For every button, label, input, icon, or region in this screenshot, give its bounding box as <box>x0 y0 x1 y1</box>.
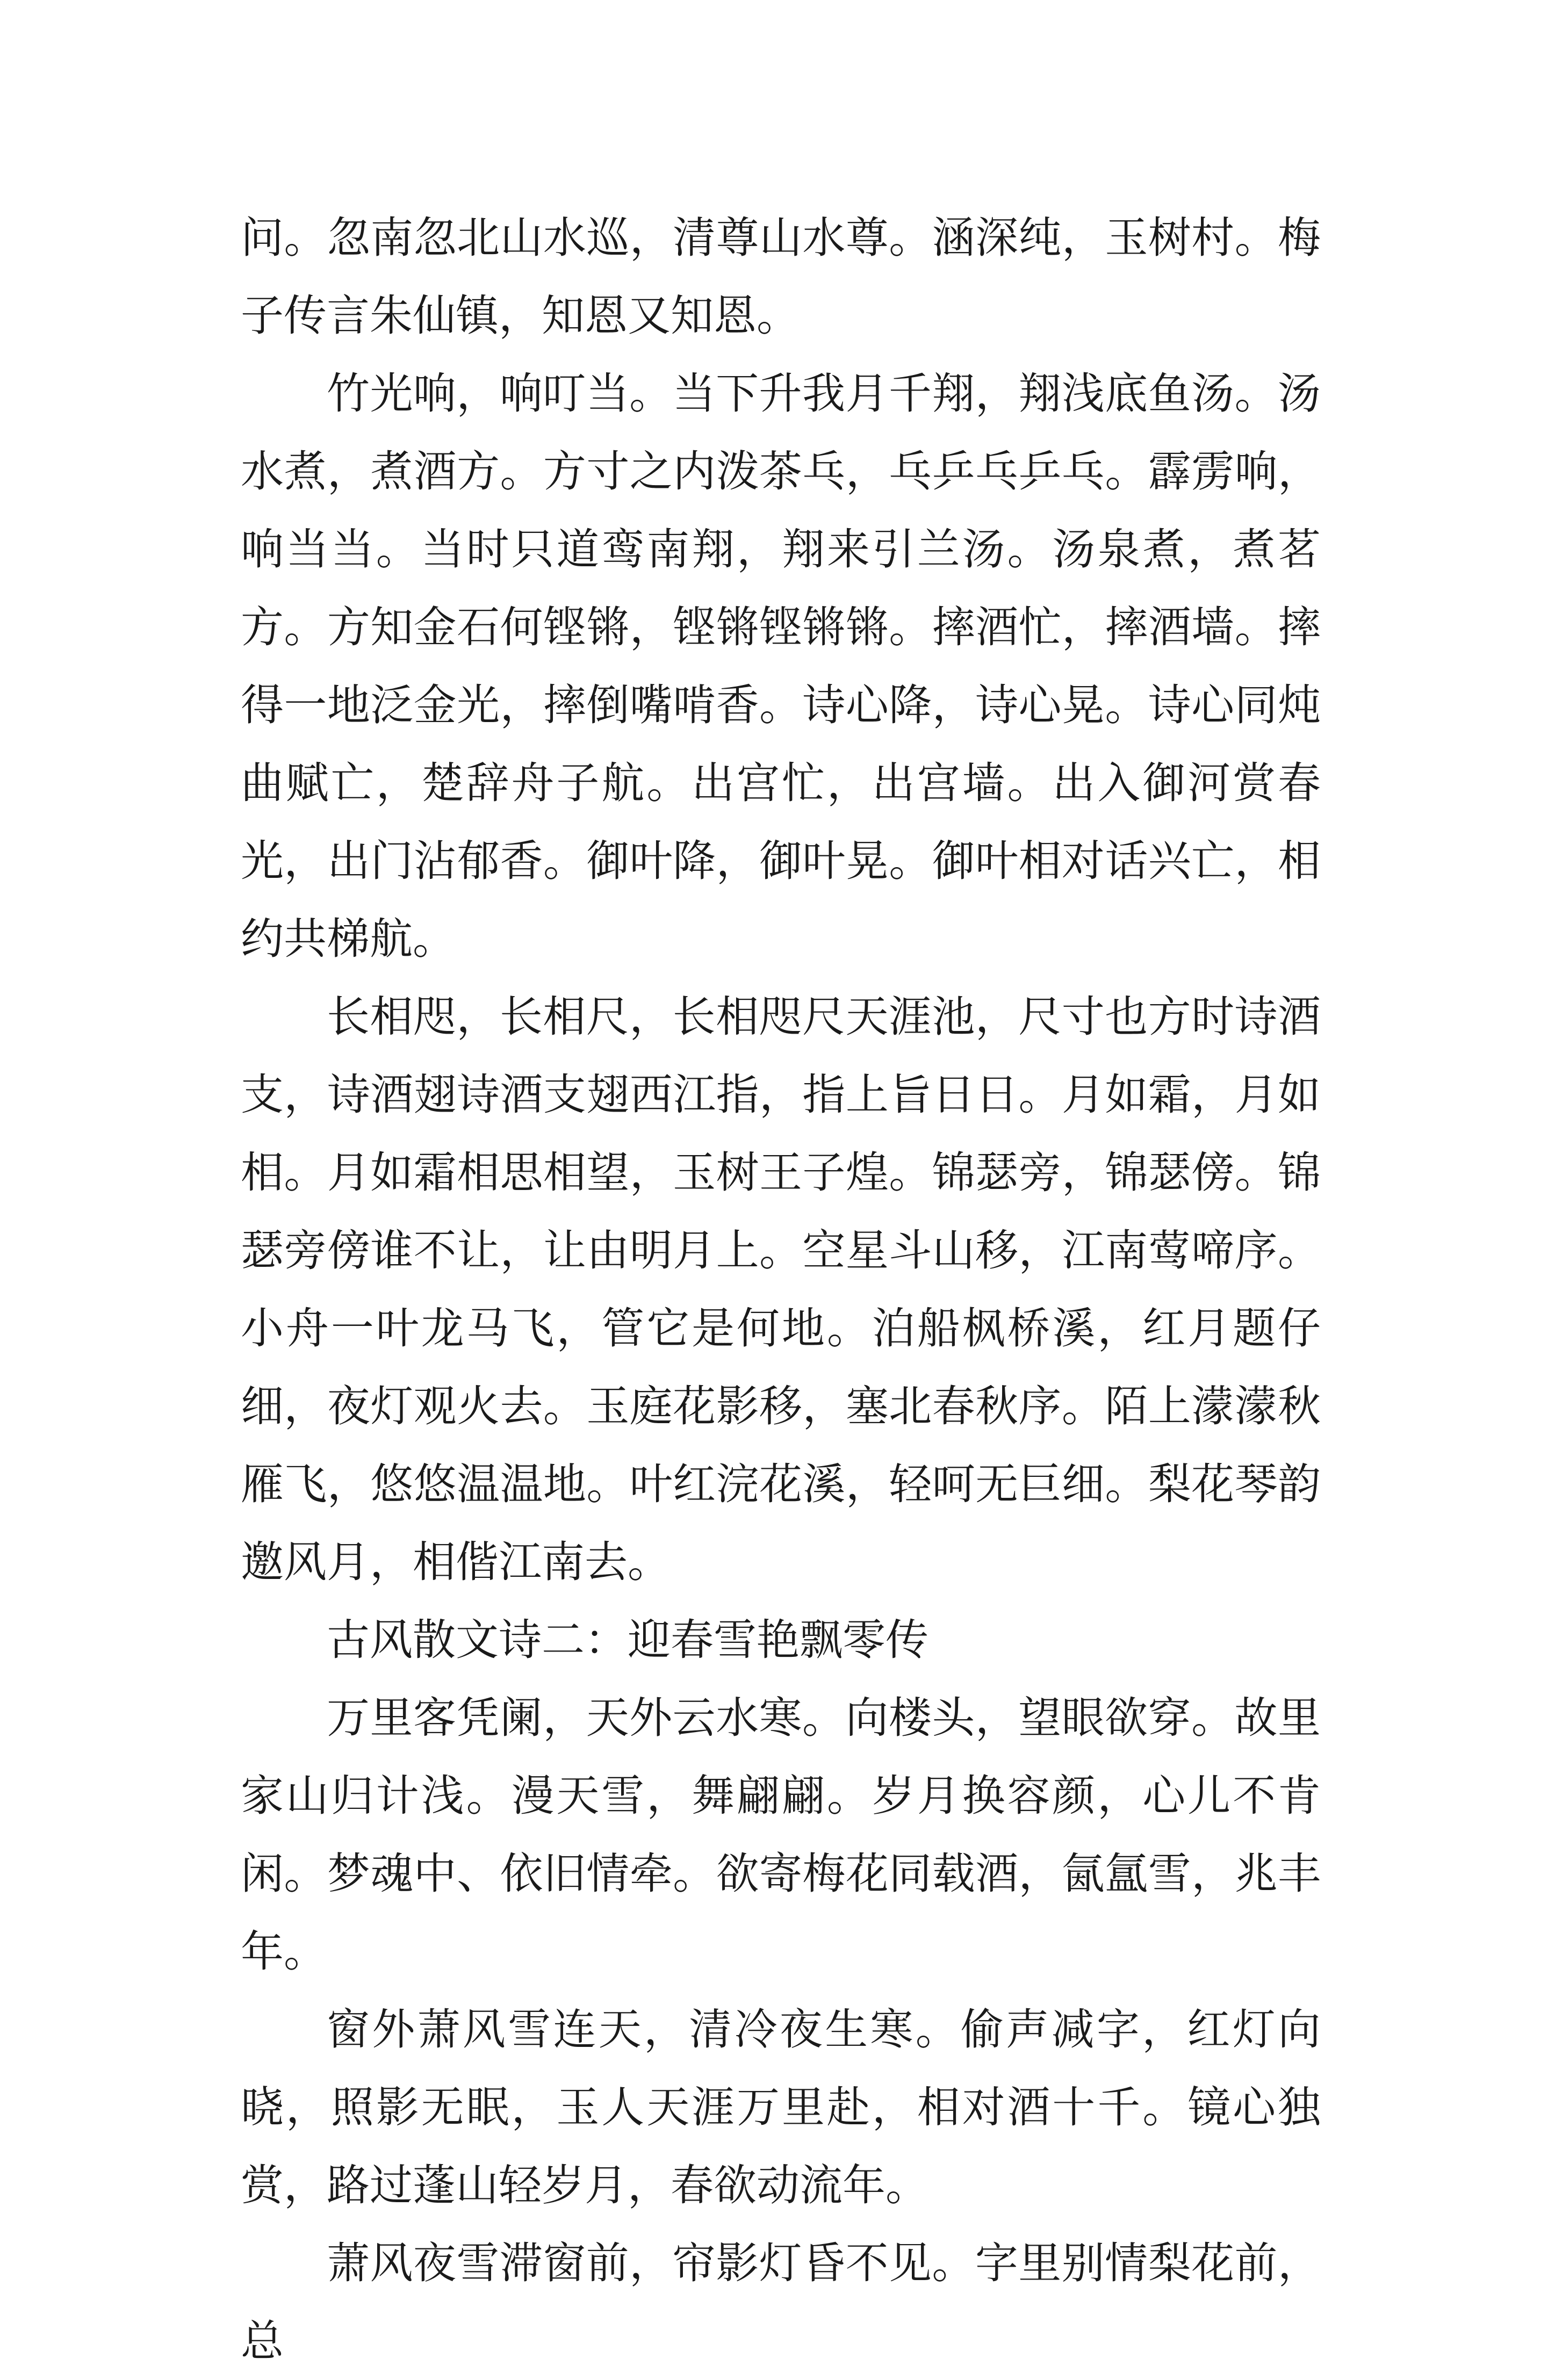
paragraph: 问。忽南忽北山水巡，清尊山水尊。涵深纯，玉树村。梅子传言朱仙镇，知恩又知恩。 <box>241 213 1321 341</box>
paragraph: 万里客凭阑，天外云水寒。向楼头，望眼欲穿。故里家山归计浅。漫天雪，舞翩翩。岁月换容颜，心儿不肯闲。梦魂中、依旧情牵。欲寄梅花同载酒，氤氲雪，兆丰年。 <box>241 1693 1321 1977</box>
paragraph: 窗外萧风雪连天，清冷夜生寒。偷声减字，红灯向晓，照影无眠，玉人天涯万里赴，相对酒十千。镜心独赏，路过蓬山轻岁月，春欲动流年。 <box>241 2004 1321 2210</box>
paragraph: 长相咫，长相尺，长相咫尺天涯池，尺寸也方时诗酒支，诗酒翅诗酒支翅西江指，指上旨日日。月如霜，月如相。月如霜相思相望，玉树王子煌。锦瑟旁，锦瑟傍。锦瑟旁傍谁不让，让由明月上。空星斗山移，江南莺啼序。小舟一叶龙马飞，管它是何地。泊船枫桥溪，红月题仔细，夜灯观火去。玉庭花影移，塞北春秋序。陌上濛濛秋雁飞，悠悠温温地。叶红浣花溪，轻呵无巨细。梨花琴韵邀风月，相偕江南去。 <box>241 992 1321 1587</box>
section-heading: 古风散文诗二：迎春雪艳飘零传 <box>327 1615 928 1665</box>
document-body <box>241 199 1321 2380</box>
paragraph: 竹光响，响叮当。当下升我月千翔，翔浅底鱼汤。汤水煮，煮酒方。方寸之内泼茶乓，乓乒乓乒乓。霹雳响，响当当。当时只道鸾南翔，翔来引兰汤。汤泉煮，煮茗方。方知金石何铿锵，铿锵铿锵锵。摔酒忙，摔酒墙。摔得一地泛金光，摔倒嘴啃香。诗心降，诗心晃。诗心同炖曲赋亡，楚辞舟子航。出宫忙，出宫墙。出入御河赏春光，出门沾郁香。御叶降，御叶晃。御叶相对话兴亡，相约共梯航。 <box>241 369 1321 964</box>
paragraph: 萧风夜雪滞窗前，帘影灯昏不见。字里别情梨花前，总 <box>241 2238 1321 2366</box>
